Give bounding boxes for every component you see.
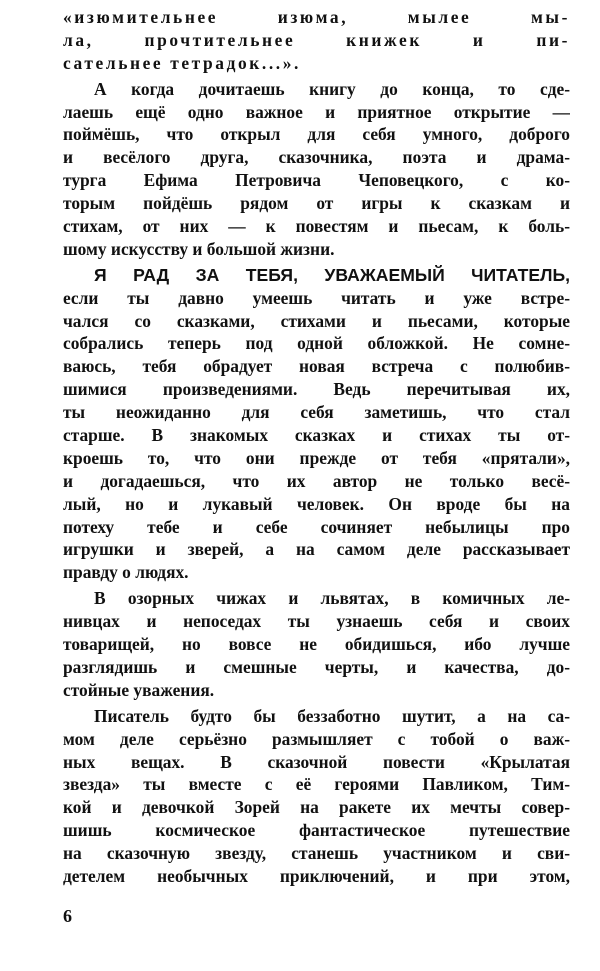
- text-line: товарищей, но вовсе не обидишься, ибо лучше: [63, 634, 570, 655]
- paragraph-quote: [63, 6, 570, 75]
- paragraph: [63, 705, 570, 888]
- text-line: ты неожиданно для себя заметишь, что стал: [63, 402, 570, 423]
- text-line: В озорных чижах и львятах, в комичных ле-: [94, 588, 570, 609]
- text-line: нивцах и непоседах ты узнаешь себя и своих: [63, 611, 570, 632]
- text-line: стихам, от них — к повестям и пьесам, к боль-: [63, 216, 570, 237]
- text-line: на сказочную звезду, станешь участником и сви-: [63, 843, 570, 864]
- text-line: сательнее тетрадок...».: [63, 52, 301, 73]
- section-heading: Я РАД ЗА ТЕБЯ, УВАЖАЕМЫЙ ЧИТАТЕЛЬ,: [94, 264, 570, 285]
- paragraph: [63, 264, 570, 584]
- text-block: [63, 6, 570, 888]
- text-line: А когда дочитаешь книгу до конца, то сде-: [94, 78, 570, 99]
- text-line: турга Ефима Петровича Чеповецкого, с ко-: [63, 170, 570, 191]
- text-line: стойные уважения.: [63, 679, 215, 700]
- text-line: ла, прочтительнее книжек и пи-: [63, 29, 570, 50]
- text-line: правду о людях.: [63, 562, 189, 583]
- text-line: разглядишь и смешные черты, и качества, до-: [63, 656, 570, 677]
- text-line: торым пойдёшь рядом от игры к сказкам и: [63, 193, 570, 214]
- text-line: поймёшь, что открыл для себя умного, доброго: [63, 124, 570, 145]
- text-line: кой и девочкой Зорей на ракете их мечты совер-: [63, 797, 570, 818]
- text-line: кроешь то, что они прежде от тебя «прятали»,: [63, 447, 570, 468]
- text-line: Писатель будто бы беззаботно шутит, а на са-: [94, 705, 570, 726]
- page-number: 6: [63, 906, 72, 926]
- text-line: если ты давно умеешь читать и уже встре-: [63, 287, 570, 308]
- text-line: и догадаешься, что их автор не только весё-: [63, 470, 570, 491]
- paragraph: [63, 78, 570, 261]
- text-line: шимися произведениями. Ведь перечитывая их,: [63, 379, 570, 400]
- text-line: ных вещах. В сказочной повести «Крылатая: [63, 751, 570, 772]
- text-line: и весёлого друга, сказочника, поэта и драма-: [63, 147, 570, 168]
- text-line: звезда» ты вместе с её героями Павликом, Тим-: [63, 774, 570, 795]
- paragraph: [63, 587, 570, 701]
- text-line: ваюсь, тебя обрадует новая встреча с полюбив-: [63, 356, 570, 377]
- text-line: лаешь ещё одно важное и приятное открытие —: [63, 101, 570, 122]
- text-line: потеху тебе и себе сочиняет небылицы про: [63, 516, 570, 537]
- text-line: шишь космическое фантастическое путешествие: [63, 820, 570, 841]
- text-line: лый, но и лукавый человек. Он вроде бы на: [63, 493, 570, 514]
- text-line: старше. В знакомых сказках и стихах ты от-: [63, 425, 570, 446]
- text-line: игрушки и зверей, а на самом деле рассказывает: [63, 539, 570, 560]
- text-line: шому искусству и большой жизни.: [63, 238, 335, 259]
- text-line: чался со сказками, стихами и пьесами, которые: [63, 310, 570, 331]
- text-line: «изюмительнее изюма, мылее мы-: [63, 7, 570, 27]
- text-line: собрались теперь под одной обложкой. Не сомне-: [63, 333, 570, 354]
- text-line: детелем необычных приключений, и при этом,: [63, 865, 570, 886]
- text-line: мом деле серьёзно размышляет с тобой о важ-: [63, 728, 570, 749]
